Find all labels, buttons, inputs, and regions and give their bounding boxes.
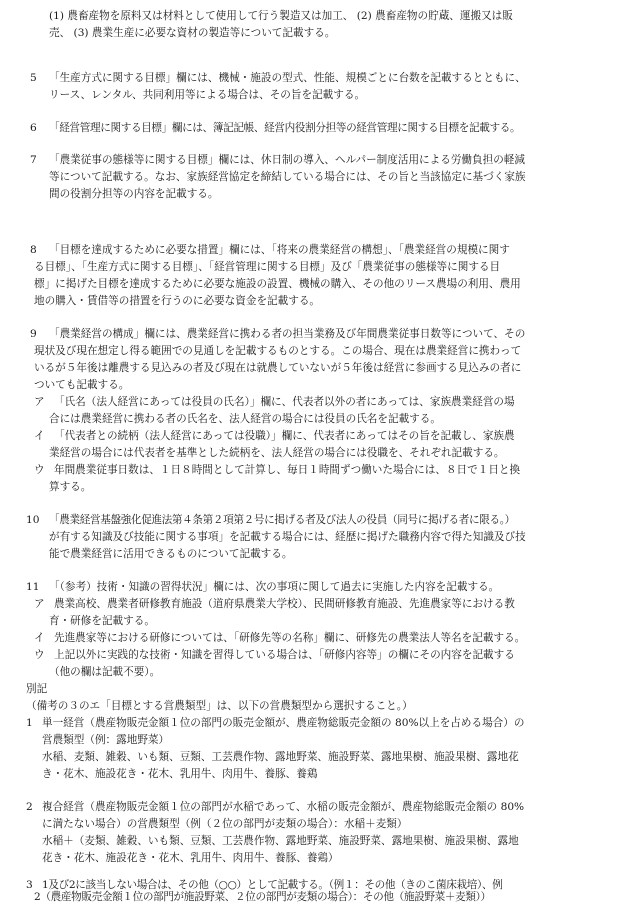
annex-item-line: 営農類型（例：露地野菜）	[42, 734, 170, 746]
item-number: 9	[30, 328, 37, 340]
sub-item-line: 上記以外に実践的な技術・知識を習得している場合は、「研修内容等」の欄にその内容を記載する	[54, 649, 515, 661]
sub-item-marker: ア	[34, 396, 45, 408]
item-number: 7	[30, 154, 37, 166]
sub-item-line: 算する。	[49, 481, 92, 493]
item-number: 11	[26, 581, 40, 593]
annex-item-line: 水稲＋（麦類、雑穀、いも類、豆類、工芸農作物、露地野菜、施設野菜、露地果樹、施設果樹、露地	[42, 835, 519, 847]
sub-item-line: 育・研修を記載する。	[49, 615, 155, 627]
intro-line: (1) 農畜産物を原料又は材料として使用して行う製造又は加工、 (2) 農畜産物の貯蔵、運搬又は販	[49, 10, 513, 22]
sub-item-line: 業経営の場合には代表者を基準とした続柄を、法人経営の場合には役職を、それぞれ記載する。	[49, 447, 505, 459]
annex-item-line: に満たない場合）の営農類型（例（２位の部門が麦類の場合）：水稲＋麦類）	[42, 818, 408, 830]
item-text-line: る目標」、「生産方式に関する目標」、「経営管理に関する目標」及び「農業従事の態様等に関する目	[34, 261, 501, 273]
item-number: 6	[30, 122, 37, 134]
item-number: 10	[26, 514, 40, 526]
item-text-line: 地の購入・賃借等の措置を行うのに必要な資金を記載する。	[34, 295, 321, 307]
item-text-line: 等について記載する。なお、家族経営協定を締結している場合には、その旨と当該協定に基づく家族	[49, 171, 526, 183]
item-text-line: 「生産方式に関する目標」欄には、機械・施設の型式、性能、規模ごとに台数を記載するとともに、	[49, 72, 526, 84]
item-text-line: 能で農業経営に活用できるものについて記載する。	[49, 548, 293, 560]
sub-item-marker: ア	[34, 598, 45, 610]
annex-item-number: 1	[26, 717, 33, 729]
annex-item-number: 3	[26, 879, 33, 891]
item-text-line: いるが５年後は離農する見込みの者及び現在は就農していないが５年後は経営に参画する見込みの者に	[34, 362, 522, 374]
item-text-line: が有する知識及び技能に関する事項」を記載する場合には、経歴に掲げた職務内容で得た知識及び技	[49, 531, 526, 543]
sub-item-line: 「氏名（法人経営にあっては役員の氏名）」欄に、代表者以外の者にあっては、家族農業経営の場	[54, 396, 515, 408]
annex-note: （備考の３のエ「目標とする営農類型」は、以下の営農類型から選択すること。）	[26, 700, 413, 712]
item-text-line: 現状及び現在想定し得る範囲での見通しを記載するものとする。この場合、現在は農業経営に携わって	[34, 345, 522, 357]
annex-item-line: 水稲、麦類、雑穀、いも類、豆類、工芸農作物、露地野菜、施設野菜、露地果樹、施設果樹、露地花	[42, 751, 519, 763]
item-text-line: 標」に掲げた目標を達成するために必要な施設の設置、機械の購入、その他のリース農場の利用、農用	[34, 278, 521, 290]
item-text-line: 「農業経営基盤強化促進法第４条第２項第２号に掲げる者及び法人の役員（同号に掲げる者に限る。）	[49, 514, 515, 526]
item-text-line: 「経営管理に関する目標」欄には、簿記記帳、経営内役割分担等の経営管理に関する目標を記載する。	[49, 122, 521, 134]
sub-item-marker: イ	[34, 430, 45, 442]
sub-item-marker: ウ	[34, 649, 45, 661]
sub-item-line: （他の欄は記載不要）。	[49, 666, 161, 678]
sub-item-line: 年間農業従事日数は、１日８時間として計算し、毎日１時間ずつ働いた場合には、８日で１日と換	[54, 464, 521, 476]
sub-item-line: 合には農業経営に携わる者の氏名を、法人経営の場合には役員の氏名を記載する。	[49, 413, 441, 425]
annex-item-line: き・花木、施設花き・花木、乳用牛、肉用牛、養豚、養鶏	[42, 768, 318, 780]
annex-item-line: 複合経営（農産物販売金額１位の部門が水稲であって、水稲の販売金額が、農産物総販売金額の 80%	[42, 801, 525, 813]
intro-line: 売、 (3) 農業生産に必要な資材の製造等について記載する。	[49, 27, 336, 39]
annex-item-line: 花き・花木、施設花き・花木、乳用牛、肉用牛、養豚、養鶏）	[42, 852, 339, 864]
item-text-line: 「農業従事の態様等に関する目標」欄には、休日制の導入、ヘルパー制度活用による労働負担の軽減	[49, 154, 525, 166]
item-text-line: リース、レンタル、共同利用等による場合は、その旨を記載する。	[49, 89, 366, 101]
annex-heading: 別記	[26, 683, 48, 695]
annex-item-line: 2（農産物販売金額１位の部門が施設野菜、２位の部門が麦類の場合）：その他（施設野菜＋麦類））	[34, 891, 491, 903]
item-text-line: 間の役割分担等の内容を記載する。	[49, 188, 219, 200]
sub-item-line: 「代表者との続柄（法人経営にあっては役職）」欄に、代表者にあってはその旨を記載し、家族農	[54, 430, 515, 442]
item-number: 8	[30, 244, 37, 256]
item-text-line: 「農業経営の構成」欄には、農業経営に携わる者の担当業務及び年間農業従事日数等について、その	[49, 328, 526, 340]
sub-item-marker: イ	[34, 632, 45, 644]
annex-item-line: 単一経営（農産物販売金額１位の部門の販売金額が、農産物総販売金額の 80%以上を占める場合）の	[42, 717, 525, 729]
item-text-line: ついても記載する。	[34, 379, 130, 391]
sub-item-marker: ウ	[34, 464, 45, 476]
item-number: 5	[30, 72, 37, 84]
item-text-line: 「目標を達成するために必要な措置」欄には、「将来の農業経営の構想」、「農業経営の規模に関す	[49, 244, 510, 256]
sub-item-line: 農業高校、農業者研修教育施設（道府県農業大学校）、民間研修教育施設、先進農家等における教	[54, 598, 515, 610]
annex-item-number: 2	[26, 801, 33, 813]
annex-item-line: 1及び2に該当しない場合は、その他（○○）として記載する。（例１：その他（きのこ菌床栽培）、例	[42, 879, 503, 891]
item-text-line: 「（参考）技術・知識の習得状況」欄には、次の事項に関して過去に実施した内容を記載する。	[49, 581, 500, 593]
sub-item-line: 先進農家等における研修については、「研修先等の名称」欄に、研修先の農業法人等名を記載する。	[54, 632, 526, 644]
